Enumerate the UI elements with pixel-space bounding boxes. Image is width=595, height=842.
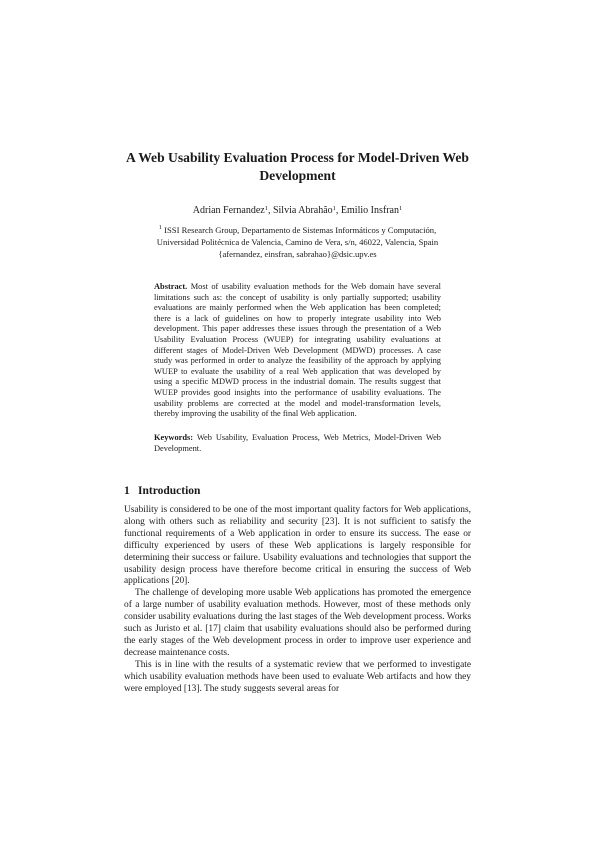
affiliation-mark: 1 xyxy=(158,224,162,231)
paper-title: A Web Usability Evaluation Process for Model-Driven Web Development xyxy=(125,150,469,183)
section-number: 1 xyxy=(124,485,130,497)
author-separator: , xyxy=(267,205,273,216)
affiliation-address: Universidad Politécnica de Valencia, Camino de Vera, s/n, 46022, Valencia, Spain xyxy=(156,237,439,247)
author-list xyxy=(100,205,495,217)
author-name: Adrian Fernandez xyxy=(192,205,265,216)
keywords-label: Keywords: xyxy=(154,433,194,442)
author-separator: , xyxy=(335,205,341,216)
author-affiliation-mark: 1 xyxy=(332,205,336,212)
author-name: Emilio Insfran xyxy=(340,205,399,216)
section-body xyxy=(124,505,471,696)
body-paragraph: This is in line with the results of a systematic review that we performed to investigate which usability evaluation methods have been used to evaluate Web artifacts and how they were employed [13]. The study suggests several areas for xyxy=(124,659,471,694)
author-affiliation-mark: 1 xyxy=(398,205,403,212)
affiliation-text: ISSI Research Group, Departamento de Sistemas Informáticos y Computación, xyxy=(162,225,437,235)
body-paragraph: Usability is considered to be one of the most important quality factors for Web applications, along with others such as reliability and security [23]. It is not sufficient to satisfy the functional requirements of a Web application in order to ensure its success. The ease or difficulty experienced by users of these Web applications is largely responsible for determining their success or failure. Usability evaluations and technologies that support the usability design process have therefore become critical in ensuring the success of Web applications [20]. xyxy=(124,505,471,587)
body-paragraph: The challenge of developing more usable Web applications has promoted the emergence of a large number of usability evaluation methods. However, most of these methods only consider usability evaluations during the last stages of the Web development process. Works such as Juristo et al. [17] claim that usability evaluations should also be performed during the early stages of the Web development process in order to improve user experience and decrease maintenance costs. xyxy=(124,588,471,658)
abstract-text: Most of usability evaluation methods for the Web domain have several limitations such as: the concept of usability is only partially supported; usability evaluations are mainly performed when the Web application has been completed; there is a lack of guidelines on how to properly integrate usability into Web development. This paper addresses these issues through the presentation of a Web Usability Evaluation Process (WUEP) for integrating usability evaluations at different stages of Model-Driven Web Development (MDWD) processes. A case study was performed in order to analyze the feasibility of the approach by applying WUEP to evaluate the usability of a real Web application that was developed by using a specific MDWD process in the industrial domain. The results suggest that WUEP provides good insights into the performance of usability evaluations. The usability problems are corrected at the model and model-transformation levels, thereby improving the usability of the final Web application. xyxy=(154,282,441,419)
abstract-label: Abstract. xyxy=(154,282,188,291)
affiliation-block xyxy=(100,224,495,260)
section-heading xyxy=(124,484,200,498)
section-title: Introduction xyxy=(138,485,201,497)
author-affiliation-mark: 1 xyxy=(264,205,268,212)
affiliation-line xyxy=(100,224,495,236)
keywords-text: Web Usability, Evaluation Process, Web Metrics, Model-Driven Web Development. xyxy=(154,433,441,453)
author-emails: {afernandez, einsfran, sabrahao}@dsic.upv.es xyxy=(218,249,377,259)
keywords xyxy=(154,433,441,454)
abstract xyxy=(154,282,441,420)
author-name: Silvia Abrahão xyxy=(272,205,333,216)
